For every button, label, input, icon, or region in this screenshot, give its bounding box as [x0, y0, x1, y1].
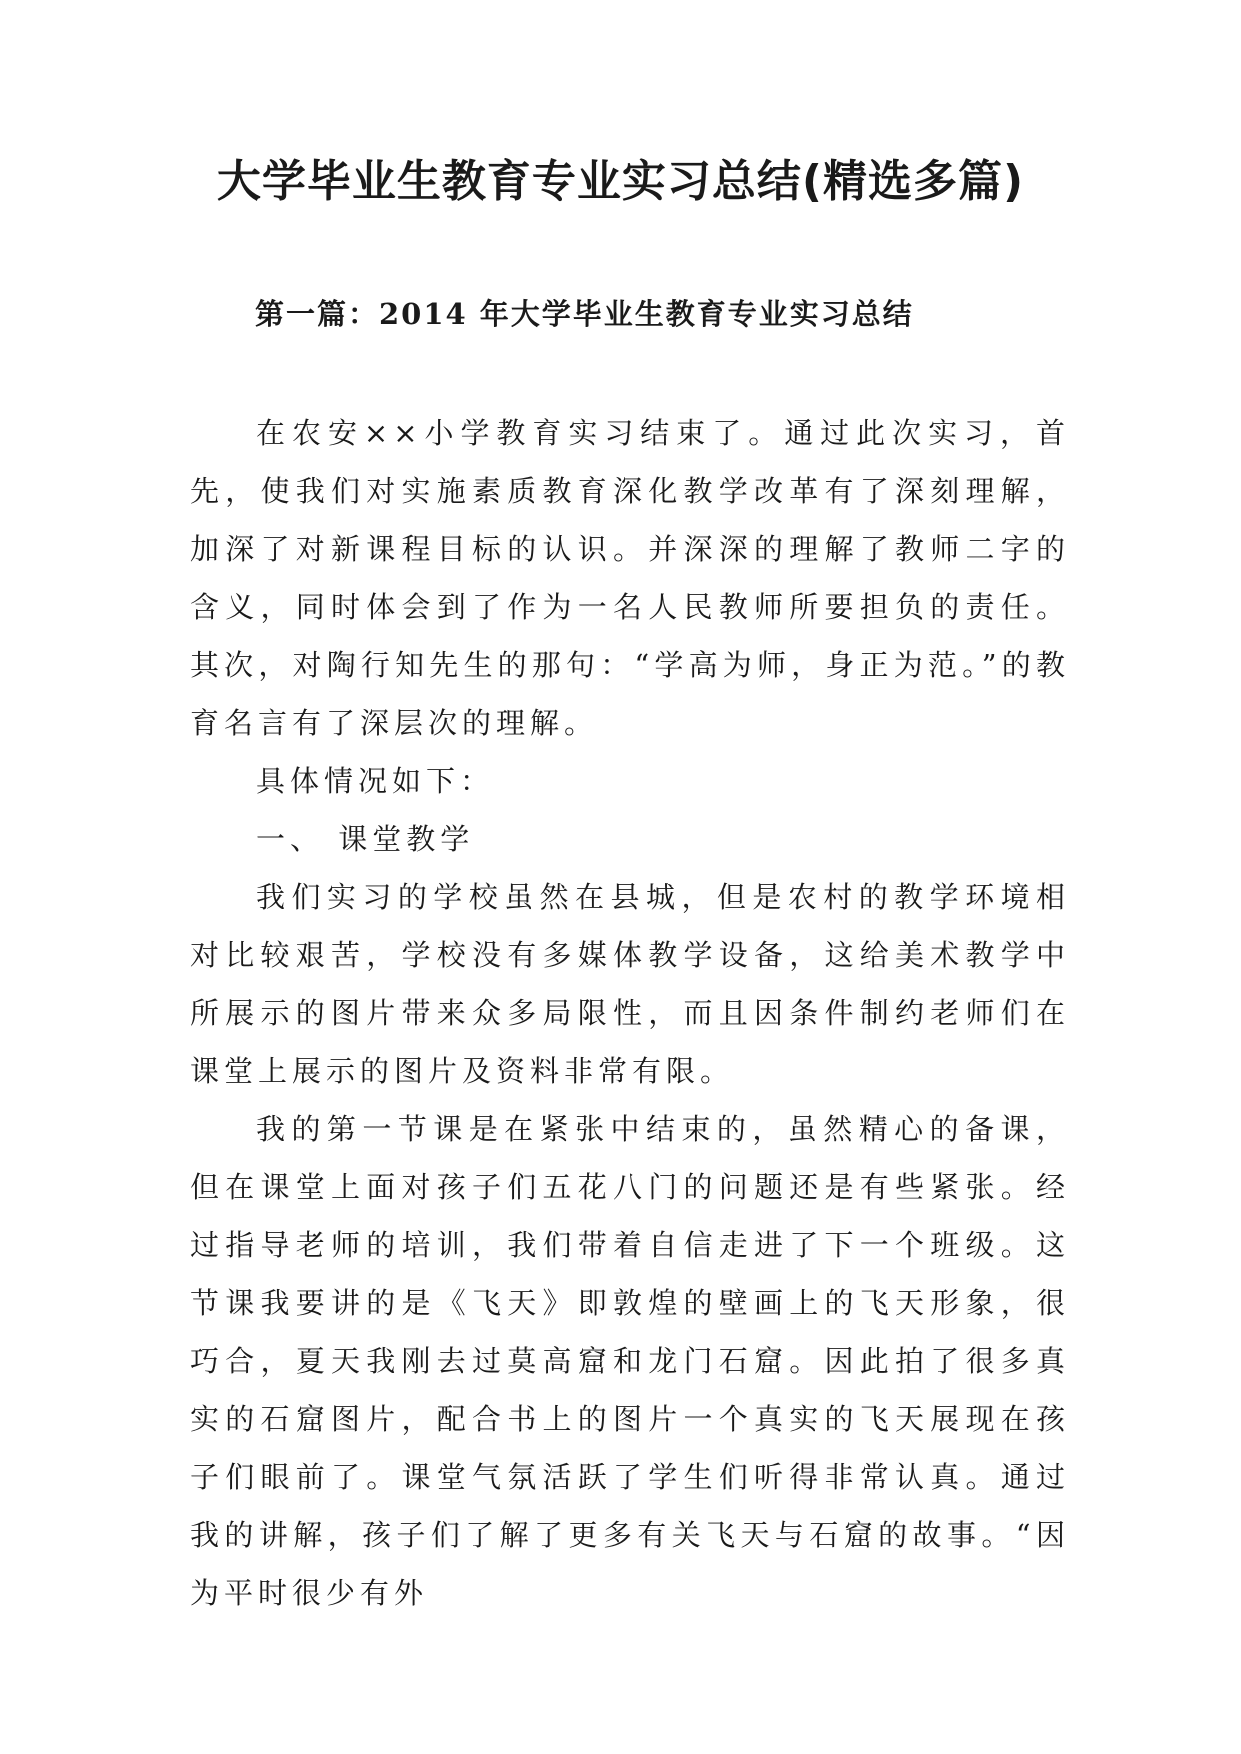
paragraph-situation: 具体情况如下： [256, 764, 495, 798]
paragraph-section-heading: 一、 课堂教学 [256, 822, 475, 856]
paragraph-first-lesson: 我的第一节课是在紧张中结束的，虽然精心的备课，但在课堂上面对孩子们五花八门的问题还是有些紧张。经过指导老师的培训，我们带着自信走进了下一个班级。这节课我要讲的是《飞天》即敦煌的壁画上的飞天形象，很巧合，夏天我刚去过莫高窟和龙门石窟。因此拍了很多真实的石窟图片，配合书上的图片一个真实的飞天展现在孩子们眼前了。课堂气氛活跃了学生们听得非常认真。通过我的讲解，孩子们了解了更多有关飞天与石窟的故事。“因为平时很少有外 [190, 1112, 1070, 1610]
document-body [190, 404, 1070, 1622]
paragraph-intro: 在农安××小学教育实习结束了。通过此次实习，首先，使我们对实施素质教育深化教学改革有了深刻理解，加深了对新课程目标的认识。并深深的理解了教师二字的含义，同时体会到了作为一名人民教师所要担负的责任。其次，对陶行知先生的那句：“学高为师，身正为范。”的教育名言有了深层次的理解。 [190, 416, 1070, 740]
section-heading: 第一篇：2014 年大学毕业生教育专业实习总结 [255, 297, 914, 331]
document-title: 大学毕业生教育专业实习总结(精选多篇) [216, 156, 1025, 207]
paragraph-school-conditions: 我们实习的学校虽然在县城，但是农村的教学环境相对比较艰苦，学校没有多媒体教学设备，这给美术教学中所展示的图片带来众多局限性，而且因条件制约老师们在课堂上展示的图片及资料非常有限。 [190, 880, 1070, 1088]
